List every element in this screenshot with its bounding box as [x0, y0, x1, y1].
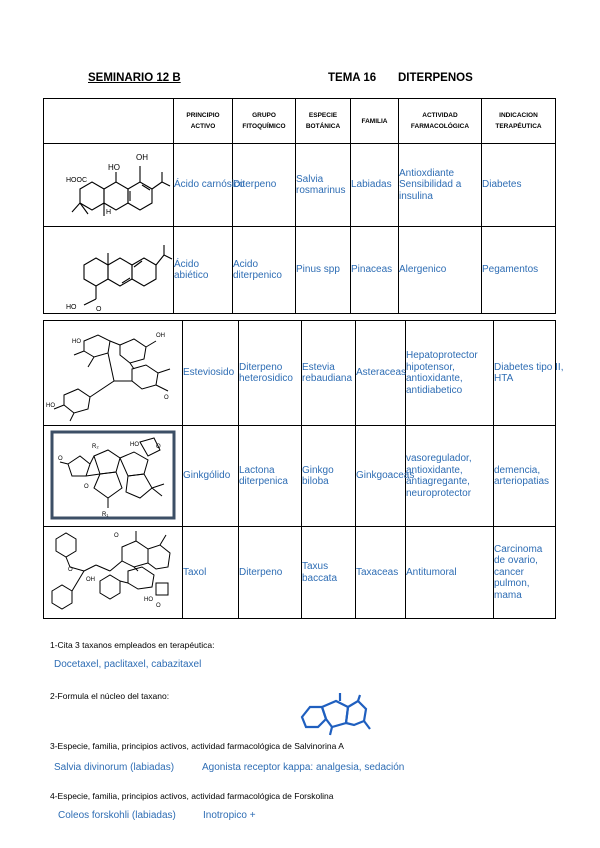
- actividad-cell: [406, 426, 494, 527]
- cell-text-line: Ácido: [174, 258, 200, 270]
- cell-text-line: Antioxdiante: [399, 167, 455, 179]
- carnosic-acid-structure: [44, 144, 174, 226]
- svg-text:O: O: [68, 567, 73, 573]
- familia-cell: [356, 527, 406, 619]
- actividad-cell: [399, 227, 482, 314]
- svg-text:O: O: [156, 603, 161, 609]
- familia-cell: [356, 426, 415, 527]
- cell-text-line: cancer: [494, 566, 525, 578]
- cell-text-line: Sensibilidad a: [399, 179, 462, 191]
- column-header-line: INDICACION: [499, 112, 538, 119]
- cell-text-line: rosmarinus: [296, 185, 346, 196]
- svg-text:HO: HO: [144, 597, 153, 603]
- cell-text-line: antidiabetico: [406, 384, 463, 396]
- cell-text-line: Carcinoma: [494, 543, 543, 555]
- cell-text-line: biloba: [302, 476, 329, 487]
- table-header-row: [44, 99, 556, 144]
- indicacion-cell: [494, 321, 564, 426]
- especie-botanica-cell: [296, 227, 351, 314]
- answer-3-activity: Agonista receptor kappa: analgesia, sedación: [202, 762, 405, 773]
- cell-text-line: Taxaceas: [356, 566, 399, 578]
- svg-text:O: O: [164, 395, 169, 401]
- indicacion-cell: [482, 144, 556, 227]
- cell-text-line: Diterpeno: [239, 361, 283, 373]
- cell-text-line: Esteviosido: [183, 367, 235, 379]
- actividad-cell: [406, 321, 494, 426]
- column-header-line: ESPECIE: [308, 112, 338, 119]
- svg-text:HO: HO: [108, 163, 120, 172]
- grupo-fitoquimico-cell: [233, 144, 296, 227]
- indicacion-cell: [482, 227, 556, 314]
- svg-text:HO: HO: [66, 304, 77, 311]
- cell-text-line: heterosidico: [239, 373, 293, 384]
- cell-text-line: mama: [494, 589, 522, 601]
- cell-text-line: Taxol: [183, 566, 207, 578]
- topic-title: DITERPENOS: [398, 72, 473, 84]
- column-header-line: FAMILIA: [361, 117, 388, 125]
- especie-botanica-cell: [302, 527, 356, 619]
- cell-text-line: antioxidante,: [406, 464, 463, 476]
- cell-text-line: Salvia: [296, 173, 324, 185]
- answer-1: Docetaxel, paclitaxel, cabazitaxel: [54, 659, 202, 670]
- familia-cell: [351, 144, 399, 227]
- cell-text-line: pulmon,: [494, 578, 530, 590]
- principio-activo-cell: [183, 426, 239, 527]
- answer-4-species: Coleos forskohli (labiadas): [58, 810, 176, 821]
- cell-text-line: Ginkgólido: [183, 470, 231, 482]
- diterpene-table-bottom: [43, 320, 564, 619]
- column-header-line: FARMACOLÓGICA: [410, 123, 470, 130]
- svg-text:OH: OH: [136, 153, 148, 162]
- svg-text:OH: OH: [156, 333, 165, 339]
- question-3: 3-Especie, familia, principios activos, actividad farmacológica de Salvinorina A: [50, 741, 344, 751]
- column-header: [399, 99, 482, 144]
- header-empty-cell: [44, 99, 174, 144]
- svg-text:HO: HO: [46, 403, 55, 409]
- tema-label: TEMA 16: [328, 72, 377, 84]
- cell-text-line: de ovario,: [494, 555, 538, 567]
- principio-activo-cell: [174, 144, 245, 227]
- seminar-title: SEMINARIO 12 B: [88, 72, 181, 84]
- cell-text-line: Taxus: [302, 561, 329, 572]
- column-header: [174, 99, 233, 144]
- cell-text-line: Antitumoral: [406, 566, 457, 578]
- actividad-cell: [406, 527, 494, 619]
- answer-3-species: Salvia divinorum (labiadas): [54, 762, 175, 773]
- table-row: [44, 321, 556, 426]
- cell-text-line: Hepatoprotector: [406, 350, 478, 361]
- svg-text:HO: HO: [72, 339, 81, 345]
- table-row: [44, 227, 556, 314]
- abietic-acid-structure: [44, 227, 174, 313]
- cell-text-line: Ginkgoaceas: [356, 470, 415, 482]
- structure-cell: [44, 527, 183, 619]
- column-header: [233, 99, 296, 144]
- svg-text:R₂: R₂: [92, 444, 99, 450]
- diterpene-table-top: [43, 98, 556, 314]
- familia-cell: [351, 227, 399, 314]
- cell-text-line: Ginkgo: [302, 464, 334, 476]
- column-header-line: PRINCIPIO: [186, 112, 220, 119]
- column-header-line: BOTÁNICA: [305, 123, 341, 130]
- cell-text-line: rebaudiana: [302, 373, 353, 384]
- structure-cell: [44, 144, 174, 227]
- svg-text:O: O: [156, 444, 161, 450]
- cell-text-line: abiético: [174, 270, 209, 281]
- cell-text-line: arteriopatias: [494, 476, 550, 487]
- cell-text-line: insulina: [399, 190, 433, 202]
- cell-text-line: neuroprotector: [406, 487, 472, 499]
- cell-text-line: Alergenico: [399, 264, 447, 276]
- cell-text-line: Pegamentos: [482, 264, 539, 276]
- structure-cell: [44, 227, 174, 314]
- indicacion-cell: [494, 527, 556, 619]
- cell-text-line: Asteraceas: [356, 367, 407, 379]
- taxane-core-sketch: [296, 693, 376, 737]
- cell-text-line: antiagregante,: [406, 476, 470, 487]
- cell-text-line: baccata: [302, 572, 338, 584]
- stevioside-structure: [44, 321, 183, 425]
- cell-text-line: diterpenica: [239, 476, 288, 487]
- cell-text-line: Pinus spp: [296, 264, 340, 276]
- grupo-fitoquimico-cell: [239, 527, 302, 619]
- cell-text-line: Estevia: [302, 361, 335, 373]
- column-header: [351, 99, 399, 144]
- cell-text-line: Pinaceas: [351, 264, 393, 276]
- cell-text-line: antioxidante,: [406, 373, 463, 384]
- grupo-fitoquimico-cell: [233, 227, 296, 314]
- question-1: 1-Cita 3 taxanos empleados en terapéutica:: [50, 640, 215, 650]
- column-header-line: ACTIVO: [190, 123, 216, 130]
- cell-text-line: Diabetes tipo II,: [494, 361, 564, 373]
- column-header-line: TERAPÉUTICA: [495, 123, 542, 130]
- column-header-line: ACTIVIDAD: [422, 112, 458, 119]
- cell-text-line: vasoregulador,: [406, 453, 472, 464]
- especie-botanica-cell: [302, 426, 356, 527]
- principio-activo-cell: [183, 321, 239, 426]
- column-header-line: FITOQUÍMICO: [242, 123, 286, 130]
- principio-activo-cell: [183, 527, 239, 619]
- table-row: [44, 527, 556, 619]
- grupo-fitoquimico-cell: [239, 321, 302, 426]
- svg-text:O: O: [58, 456, 63, 462]
- ginkgolide-structure: [44, 426, 183, 526]
- grupo-fitoquimico-cell: [239, 426, 302, 527]
- indicacion-cell: [494, 426, 556, 527]
- structure-cell: [44, 321, 183, 426]
- question-4: 4-Especie, familia, principios activos, actividad farmacológica de Forskolina: [50, 791, 334, 801]
- cell-text-line: diterpenico: [233, 270, 282, 281]
- table-row: [44, 144, 556, 227]
- cell-text-line: Ácido carnósico: [174, 179, 245, 191]
- column-header: [296, 99, 351, 144]
- column-header: [482, 99, 556, 144]
- cell-text-line: Diterpeno: [239, 566, 283, 578]
- svg-text:R₁: R₁: [102, 512, 109, 518]
- answer-4-activity: Inotropico +: [203, 810, 256, 821]
- cell-text-line: Labiadas: [351, 179, 392, 191]
- especie-botanica-cell: [296, 144, 351, 227]
- especie-botanica-cell: [302, 321, 356, 426]
- cell-text-line: hipotensor,: [406, 361, 455, 373]
- svg-text:H: H: [106, 209, 112, 216]
- cell-text-line: demencia,: [494, 464, 541, 476]
- table-row: [44, 426, 556, 527]
- svg-text:OH: OH: [86, 577, 95, 583]
- familia-cell: [356, 321, 406, 426]
- cell-text-line: HTA: [494, 373, 514, 384]
- svg-text:O: O: [114, 533, 119, 539]
- cell-text-line: Diabetes: [482, 179, 522, 191]
- question-2: 2-Formula el núcleo del taxano:: [50, 691, 170, 701]
- actividad-cell: [399, 144, 482, 227]
- cell-text-line: Diterpeno: [233, 179, 277, 191]
- column-header-line: GRUPO: [252, 112, 276, 119]
- svg-text:HOOC: HOOC: [66, 177, 87, 184]
- taxol-structure: [44, 527, 183, 618]
- structure-cell: [44, 426, 183, 527]
- svg-text:O: O: [84, 484, 89, 490]
- cell-text-line: Acido: [233, 258, 259, 270]
- svg-text:O: O: [96, 306, 102, 313]
- cell-text-line: Lactona: [239, 464, 275, 476]
- principio-activo-cell: [174, 227, 233, 314]
- svg-text:HO: HO: [130, 442, 139, 448]
